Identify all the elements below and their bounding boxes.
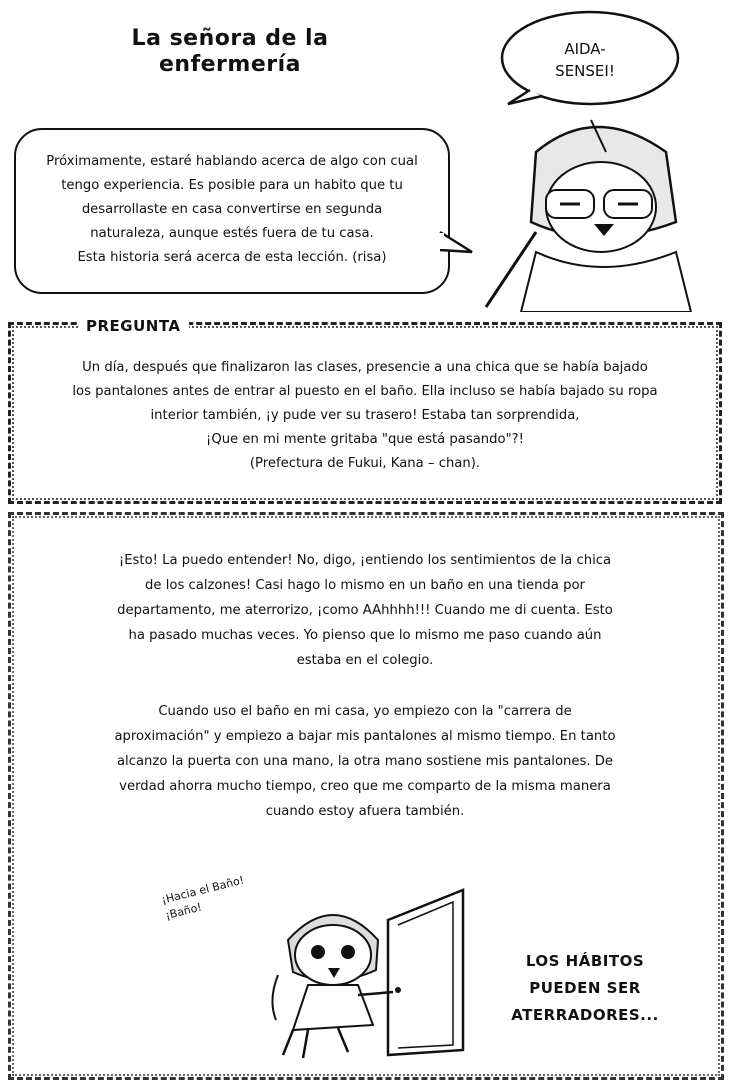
question-line: (Prefectura de Fukui, Kana – chan). [249,456,481,471]
answer-line: ha pasado muchas veces. Yo pienso que lo mismo me paso cuando aún [128,628,602,643]
intro-line: Próximamente, estaré hablando acerca de algo con cual [46,154,418,169]
closing-line-3: ATERRADORES... [511,1006,659,1024]
answer-line: aproximación" y empiezo a bajar mis pantalones al mismo tiempo. En tanto [114,729,616,744]
intro-line: naturaleza, aunque estés fuera de tu casa. [90,226,374,241]
intro-line: Esta historia será acerca de esta lección. (risa) [77,250,387,265]
question-line: Un día, después que finalizaron las clases, presencie a una chica que se había bajado [82,360,648,375]
answer-line: cuando estoy afuera también. [265,804,465,819]
answer-line: de los calzones! Casi hago lo mismo en un baño en una tienda por [145,578,585,593]
question-line: ¡Que en mi mente gritaba "que está pasando"?! [206,432,524,447]
answer-line: ¡Esto! La puedo entender! No, digo, ¡entiendo los sentimientos de la chica [118,553,612,568]
speech-tail-icon [438,230,478,260]
exclamation-line-2: SENSEI! [555,62,615,80]
intro-speech-box [14,128,450,294]
shout-line-2: ¡Baño! [164,900,203,923]
answer-line: departamento, me aterrorizo, ¡como AAhhhh!!! Cuando me di cuenta. Esto [117,603,613,618]
question-line: interior también, ¡y pude ver su trasero! Estaba tan sorprendida, [150,408,580,423]
girl-opening-door-illustration [248,880,478,1060]
closing-line-2: PUEDEN SER [529,979,641,997]
page-title [100,26,360,78]
closing-line-1: LOS HÁBITOS [525,952,645,970]
exclamation-line-1: AIDA- [564,40,606,58]
shout-line-1: ¡Hacia el Baño! [160,873,246,907]
intro-line: desarrollaste en casa convertirse en segunda [81,202,383,217]
answer-line: verdad ahorra mucho tiempo, creo que me comparto de la misma manera [119,779,611,794]
title-line-1: La señora de la [131,26,329,51]
answer-line: estaba en el colegio. [296,653,434,668]
question-line: los pantalones antes de entrar al puesto en el baño. Ella incluso se había bajado su ropa [72,384,658,399]
paragraph-gap [60,673,670,699]
answer-line: Cuando uso el baño en mi casa, yo empiezo con la "carrera de [158,704,572,719]
closing-caption [510,948,660,1029]
answer-text [60,548,670,824]
answer-line: alcanzo la puerta con una mano, la otra mano sostiene mis pantalones. De [116,754,614,769]
question-text [20,356,710,476]
intro-line: tengo experiencia. Es posible para un habito que tu [61,178,403,193]
exclamation-bubble [490,6,680,106]
nurse-teacher-illustration [476,112,716,312]
question-label: PREGUNTA [78,317,189,335]
title-line-2: enfermería [158,52,301,77]
intro-text [26,150,438,270]
